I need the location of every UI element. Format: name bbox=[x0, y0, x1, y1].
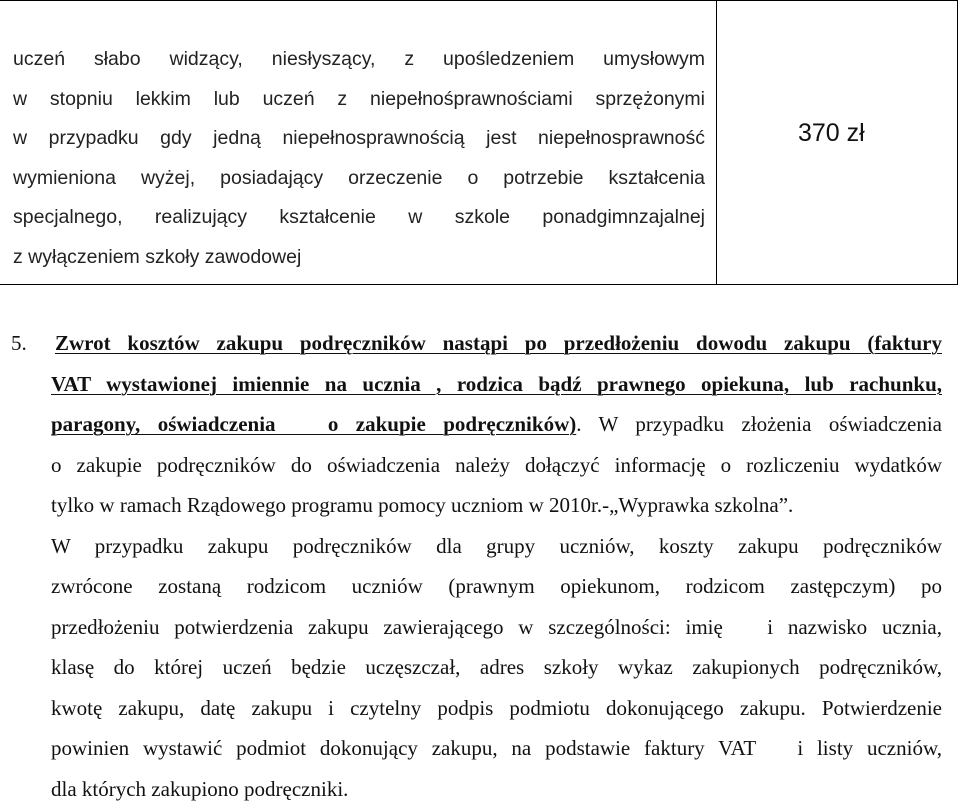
section-5 bbox=[0, 323, 960, 809]
paragraph-line bbox=[0, 404, 960, 445]
description-line: wymieniona wyżej, posiadający orzeczenie o potrzebie kształcenia bbox=[13, 159, 705, 199]
bold-underlined-text: VAT wystawionej imiennie na ucznia , rodzica bądź prawnego opiekuna, lub rachunku, bbox=[51, 372, 942, 396]
paragraph-line: powinien wystawić podmiot dokonujący zakupu, na podstawie faktury VAT i listy uczniów, bbox=[0, 728, 960, 769]
amount-cell bbox=[717, 1, 957, 285]
description-line: specjalnego, realizujący kształcenie w szkole ponadgimnzajalnej bbox=[13, 198, 705, 238]
paragraph-line: przedłożeniu potwierdzenia zakupu zawierającego w szczególności: imię i nazwisko ucznia, bbox=[0, 607, 960, 648]
paragraph-text: . W przypadku złożenia oświadczenia bbox=[576, 412, 942, 436]
description-line: w przypadku gdy jedną niepełnosprawnością jest niepełnosprawność bbox=[13, 119, 705, 159]
eligibility-table-row bbox=[0, 0, 958, 285]
bold-underlined-text: Zwrot kosztów zakupu podręczników nastąpi po przedłożeniu dowodu zakupu (faktury bbox=[55, 331, 942, 355]
paragraph-line: o zakupie podręczników do oświadczenia należy dołączyć informację o rozliczeniu wydatków bbox=[0, 445, 960, 486]
section-number: 5. bbox=[11, 323, 55, 364]
description-line: uczeń słabo widzący, niesłyszący, z upośledzeniem umysłowym bbox=[13, 40, 705, 80]
paragraph-line: W przypadku zakupu podręczników dla grupy uczniów, koszty zakupu podręczników bbox=[0, 526, 960, 567]
paragraph-line: dla których zakupiono podręczniki. bbox=[0, 769, 960, 809]
description-cell bbox=[0, 1, 717, 285]
paragraph-line: tylko w ramach Rządowego programu pomocy uczniom w 2010r.-„Wyprawka szkolna”. bbox=[0, 485, 960, 526]
amount-value: 370 zł bbox=[798, 118, 865, 148]
paragraph-line: zwrócone zostaną rodzicom uczniów (prawnym opiekunom, rodzicom zastępczym) po bbox=[0, 566, 960, 607]
description-line: w stopniu lekkim lub uczeń z niepełnośprawnościami sprzężonymi bbox=[13, 80, 705, 120]
bold-underlined-text: paragony, oświadczenia o zakupie podręczników) bbox=[51, 412, 576, 436]
paragraph-line bbox=[0, 323, 960, 364]
paragraph-line: klasę do której uczeń będzie uczęszczał, adres szkoły wykaz zakupionych podręczników, bbox=[0, 647, 960, 688]
paragraph-line bbox=[0, 364, 960, 405]
description-line: z wyłączeniem szkoły zawodowej bbox=[13, 238, 705, 278]
paragraph-line: kwotę zakupu, datę zakupu i czytelny podpis podmiotu dokonującego zakupu. Potwierdzenie bbox=[0, 688, 960, 729]
